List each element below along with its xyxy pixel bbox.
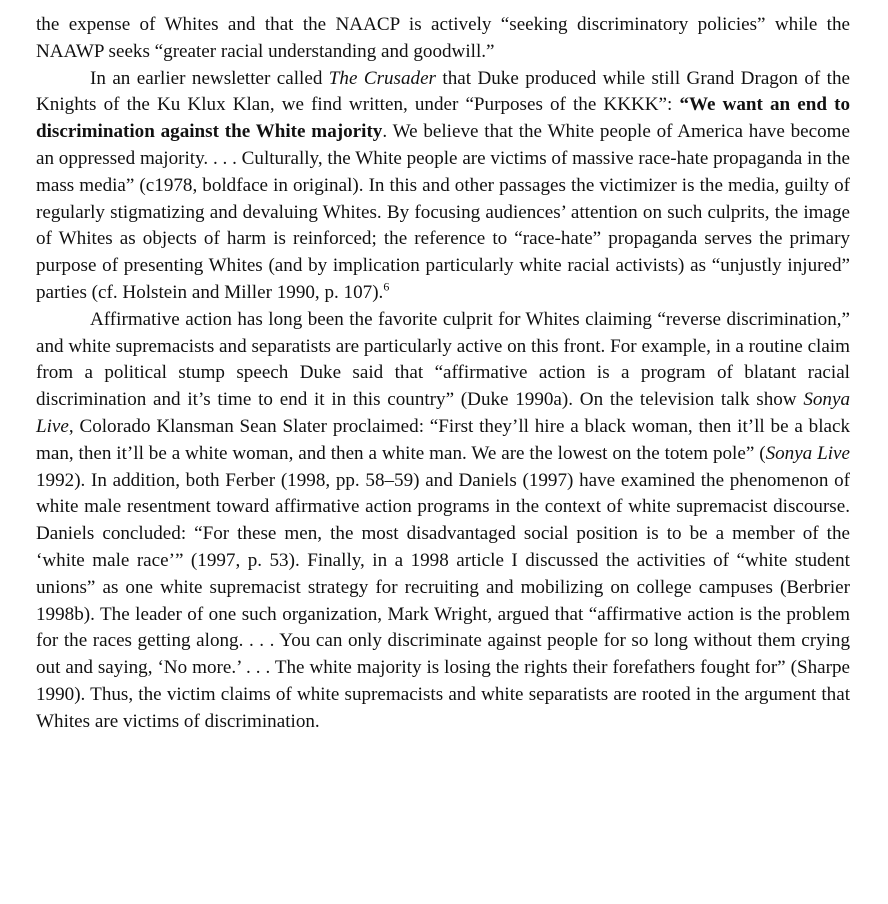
show-title-italic: Sonya Live xyxy=(36,389,850,437)
paragraph-text: Affirmative action has long been the favorite culprit for Whites claiming “reverse discrimination,” and white supremacists and separatists are particularly active on this front. For example, in a routine claim from a political stump speech Duke said that “affirmative action is a program of blatant racial discrimination and it’s time to end it in this country” (Duke 1990a). On the television talk show xyxy=(36,308,850,411)
show-title-italic: Sonya Live xyxy=(765,442,850,464)
paragraph-text: In an earlier newsletter called xyxy=(90,67,329,89)
paragraph-continuation xyxy=(36,12,850,66)
publication-title-italic: The Crusader xyxy=(328,67,436,89)
bold-quote: “We want an end to discrimination against the White majority xyxy=(36,94,850,143)
paragraph-crusader-newsletter xyxy=(36,66,850,307)
footnote-marker: 6 xyxy=(383,279,390,294)
paragraph-affirmative-action xyxy=(36,307,850,736)
paragraph-text: , Colorado Klansman Sean Slater proclaimed: “First they’ll hire a black woman, then it’ll be a black man, then it’ll be a white woman, and then a white man. We are the lowest on the totem pole” ( xyxy=(36,415,850,464)
paragraph-text: the expense of Whites and that the NAACP is actively “seeking discriminatory policies” while the NAAWP seeks “greater racial understanding and goodwill.” xyxy=(36,14,850,62)
paragraph-text: that Duke produced while still Grand Dragon of the Knights of the Ku Klux Klan, we find written, under “Purposes of the KKKK”: xyxy=(36,67,850,116)
paragraph-text: 1992). In addition, both Ferber (1998, pp. 58–59) and Daniels (1997) have examined the phenomenon of white male resentment toward affirmative action programs in the context of white supremacist discourse. Daniels concluded: “For these men, the most disadvantaged social position is to be a member of the ‘white male race’” (1997, p. 53). Finally, in a 1998 article I discussed the activities of “white student unions” as one white supremacist strategy for recruiting and mobilizing on college campuses (Berbrier 1998b). The leader of one such organization, Mark Wright, argued that “affirmative action is the problem for the races getting along. . . . You can only discriminate against people for so long without them crying out and saying, ‘No more.’ . . . The white majority is losing the rights their forefathers fought for” (Sharpe 1990). Thus, the victim claims of white supremacists and white separatists are rooted in the argument that Whites are victims of discrimination. xyxy=(36,469,850,732)
document-page xyxy=(36,12,850,736)
paragraph-text: . We believe that the White people of America have become an oppressed majority. . . . Culturally, the White people are victims of massive race-hate propaganda in the mass media” (c1978, boldface in original). In this and other passages the victimizer is the media, guilty of regularly stigmatizing and devaluing Whites. By focusing audiences’ attention on such culprits, the image of Whites as objects of harm is reinforced; the reference to “race-hate” propaganda serves the primary purpose of presenting Whites (and by implication particularly white racial activists) as “unjustly injured” parties (cf. Holstein and Miller 1990, p. 107). xyxy=(36,121,850,303)
